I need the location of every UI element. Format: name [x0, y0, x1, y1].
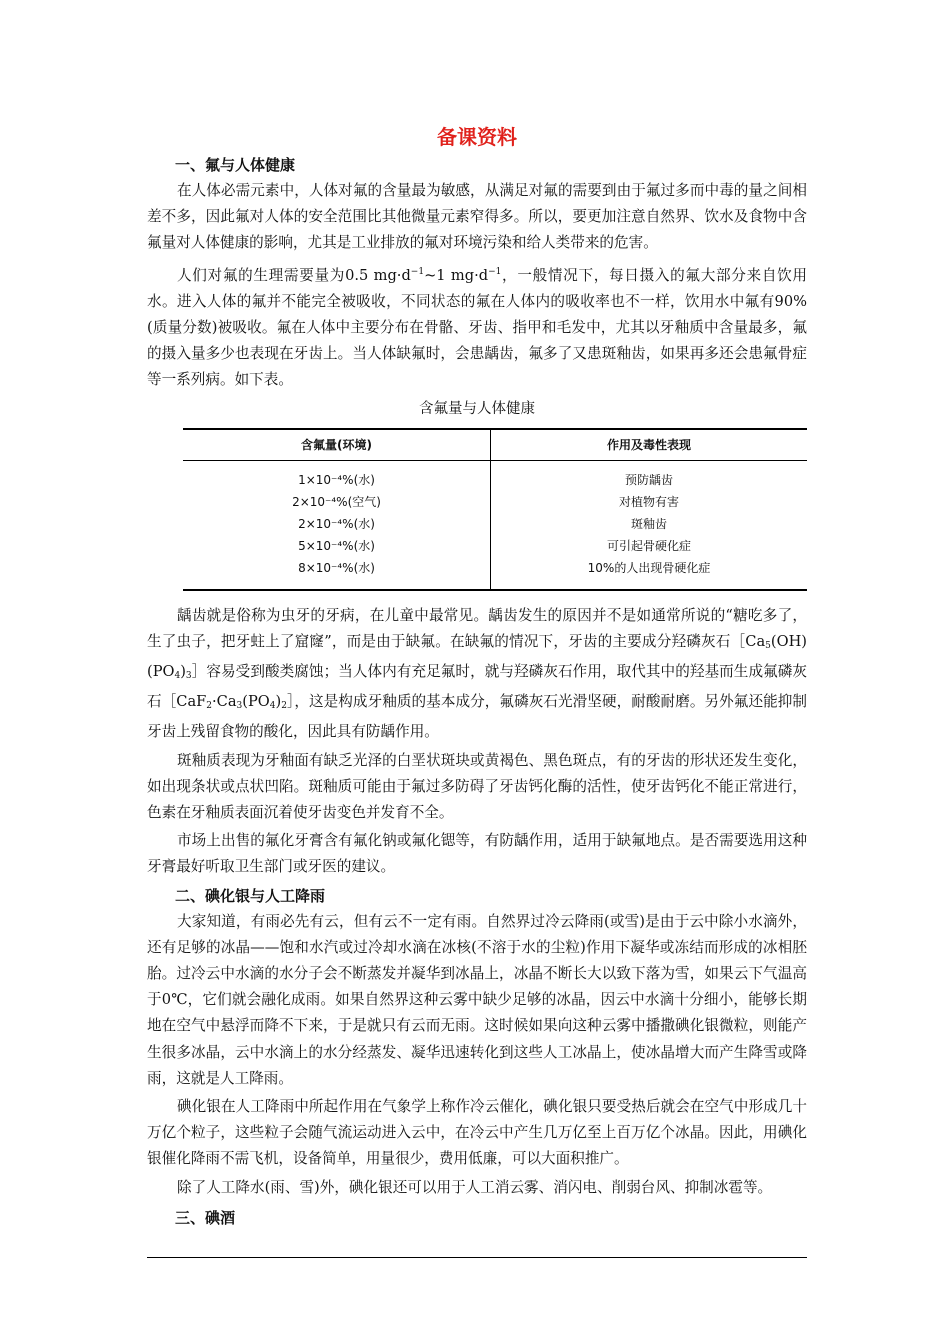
subscript: 3 — [236, 701, 243, 712]
subscript: 4 — [269, 701, 276, 712]
table-row — [183, 460, 807, 491]
subscript: 3 — [185, 671, 192, 682]
table-header-row — [183, 429, 807, 461]
footer-divider — [147, 1257, 807, 1258]
text-run: 龋齿就是俗称为虫牙的牙病，在儿童中最常见。龋齿发生的原因并不是如通常所说的“糖吃多了，生了虫子，把牙蛀上了窟窿”，而是由于缺氟。在缺氟的情况下，牙齿的主要成分羟磷灰石［Ca — [147, 606, 807, 650]
superscript: −1 — [488, 266, 502, 277]
page-title: 备课资料 — [437, 125, 517, 149]
paragraph: 除了人工降水(雨、雪)外，碘化银还可以用于人工消云雾、消闪电、削弱台风、抑制冰雹等。 — [177, 1178, 773, 1196]
table-cell: 8×10⁻⁴%(水) — [183, 557, 491, 590]
text-run: (PO — [242, 693, 270, 711]
column-header: 含氟量(环境) — [183, 429, 491, 461]
subscript: 2 — [281, 701, 287, 712]
text-run: ］容易受到酸类腐蚀；当人体内有充足氟时，就与羟磷灰石作用，取代其中的羟基而生成氟磷灰石［CaF — [147, 663, 807, 711]
fluorine-health-table — [183, 428, 807, 591]
table-row — [183, 491, 807, 513]
table-row — [183, 535, 807, 557]
table-cell: 斑釉齿 — [630, 517, 667, 532]
section-heading-fluorine: 一、氟与人体健康 — [175, 156, 296, 174]
table-row — [183, 513, 807, 535]
paragraph — [147, 603, 807, 746]
section-heading-iodine-tincture: 三、碘酒 — [175, 1208, 236, 1227]
text-run: (OH)(PO — [147, 632, 807, 681]
document-body — [147, 122, 807, 1231]
text-run: ) — [180, 663, 186, 681]
subscript: 2 — [206, 701, 213, 712]
table-cell: 2×10⁻⁴%(水) — [183, 513, 491, 535]
paragraph: 斑釉质表现为牙釉面有缺乏光泽的白垩状斑块或黄褐色、黑色斑点，有的牙齿的形状还发生变化，如出现条状或点状凹陷。斑釉质可能由于氟过多防碍了牙齿钙化酶的活性，使牙齿钙化不能正常进行，色素在牙釉质表面沉着使牙齿变色并发育不全。 — [147, 751, 807, 822]
table-cell: 5×10⁻⁴%(水) — [183, 535, 491, 557]
table-cell: 对植物有害 — [618, 495, 679, 510]
text-run: 人们对氟的生理需要量为0.5 mg·d — [177, 266, 411, 284]
subscript: 5 — [765, 640, 771, 651]
paragraph: 大家知道，有雨必先有云，但有云不一定有雨。自然界过冷云降雨(或雪)是由于云中除小水滴外，还有足够的冰晶——饱和水汽或过冷却水滴在冰核(不溶于水的尘粒)作用下凝华或冻结而形成的冰相胚胎。过冷云中水滴的水分子会不断蒸发并凝华到冰晶上，冰晶不断长大以致下落为雪，如果云下气温高于0℃，它们就会融化成雨。如果自然界这种云雾中缺少足够的冰晶，因云中水滴十分细小，能够长期地在空气中悬浮而降不下来，于是就只有云而无雨。这时候如果向这种云雾中播撒碘化银微粒，则能产生很多冰晶，云中水滴上的水分经蒸发、凝华迅速转化到这些人工冰晶上，使冰晶增大而产生降雪或降雨，这就是人工降雨。 — [147, 912, 807, 1087]
paragraph: 市场上出售的氟化牙膏含有氟化钠或氟化锶等，有防龋作用，适用于缺氟地点。是否需要选用这种牙膏最好听取卫生部门或牙医的建议。 — [147, 832, 807, 876]
text-run: ~1 mg·d — [424, 266, 489, 284]
paragraph: 碘化银在人工降雨中所起作用在气象学上称作冷云催化，碘化银只要受热后就会在空气中形成几十万亿个粒子，这些粒子会随气流运动进入云中，在冷云中产生几万亿至上百万亿个冰晶。因此，用碘化银催化降雨不需飞机，设备简单，用量很少，费用低廉，可以大面积推广。 — [147, 1098, 807, 1168]
table-cell: 10%的人出现骨硬化症 — [587, 561, 711, 576]
text-run: ，一般情况下，每日摄入的氟大部分来自饮用水。进入人体的氟并不能完全被吸收，不同状态的氟在人体内的吸收率也不一样，饮用水中氟有90%(质量分数)被吸收。氟在人体中主要分布在骨骼、牙齿、指甲和毛发中，尤其以牙釉质中含量最多，氟的摄入量多少也表现在牙齿上。当人体缺氟时，会患龋齿，氟多了又患斑釉齿，如果再多还会患氟骨症等一系列病。如下表。 — [147, 266, 807, 389]
column-header: 作用及毒性表现 — [491, 429, 808, 461]
paragraph — [147, 259, 807, 394]
text-run: ·Ca — [212, 693, 237, 711]
subscript: 4 — [174, 671, 181, 682]
section-heading-silver-iodide: 二、碘化银与人工降雨 — [175, 886, 326, 905]
table-cell: 1×10⁻⁴%(水) — [183, 460, 491, 491]
table-row — [183, 557, 807, 590]
text-run: ］，这是构成牙釉质的基本成分，氟磷灰石光滑坚硬，耐酸耐磨。另外氟还能抑制牙齿上残留食物的酸化，因此具有防龋作用。 — [147, 693, 807, 741]
table-cell: 可引起骨硬化症 — [606, 539, 691, 554]
table-cell: 2×10⁻⁴%(空气) — [183, 491, 491, 513]
superscript: −1 — [410, 266, 425, 277]
text-run: ) — [275, 693, 282, 711]
paragraph: 在人体必需元素中，人体对氟的含量最为敏感，从满足对氟的需要到由于氟过多而中毒的量之间相差不多，因此氟对人体的安全范围比其他微量元素窄得多。所以，要更加注意自然界、饮水及食物中含氟量对人体健康的影响，尤其是工业排放的氟对环境污染和给人类带来的危害。 — [147, 182, 807, 252]
table-cell: 预防龋齿 — [624, 473, 673, 488]
table-caption: 含氟量与人体健康 — [419, 400, 535, 417]
